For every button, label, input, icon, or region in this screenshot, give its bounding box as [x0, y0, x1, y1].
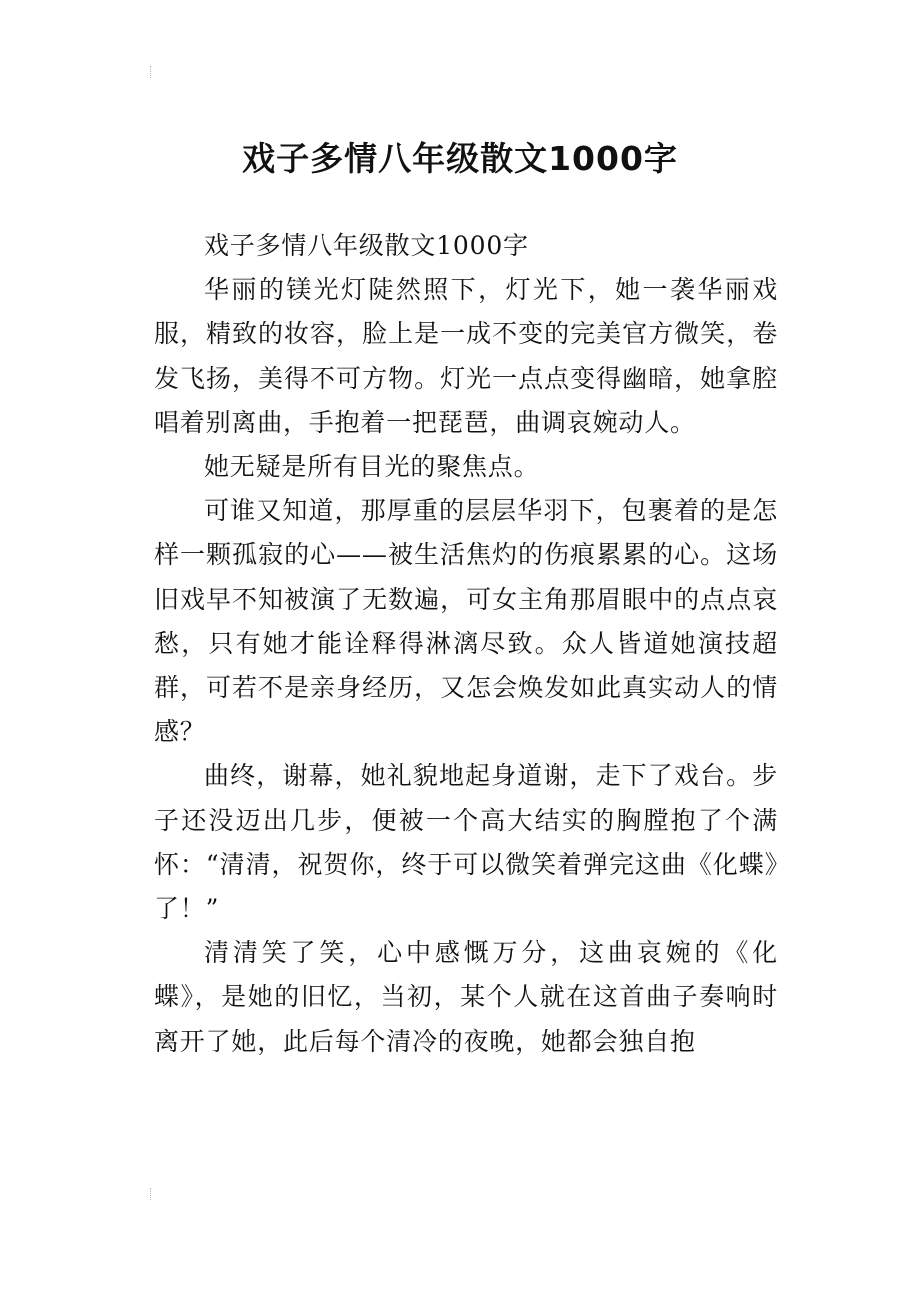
paragraph: 可谁又知道，那厚重的层层华羽下，包裹着的是怎样一颗孤寂的心——被生活焦灼的伤痕累累的心。这场旧戏早不知被演了无数遍，可女主角那眉眼中的点点哀愁，只有她才能诠释得淋漓尽致。众人皆道她演技超群，可若不是亲身经历，又怎会焕发如此真实动人的情感？ [154, 496, 778, 747]
paragraph: 曲终，谢幕，她礼貌地起身道谢，走下了戏台。步子还没迈出几步，便被一个高大结实的胸膛抱了个满怀：“清清，祝贺你，终于可以微笑着弹完这曲《化蝶》了！” [154, 761, 778, 924]
page-corner-mark-top [150, 66, 157, 78]
document-title: 戏子多情八年级散文1000字 [242, 139, 678, 179]
document-body [154, 224, 778, 1064]
page-corner-mark-bottom [150, 1188, 157, 1200]
paragraph: 清清笑了笑，心中感慨万分，这曲哀婉的《化蝶》，是她的旧忆，当初，某个人就在这首曲子奏响时离开了她，此后每个清冷的夜晚，她都会独自抱 [154, 938, 778, 1056]
paragraph-subtitle: 戏子多情八年级散文1000字 [204, 231, 529, 260]
paragraph: 她无疑是所有目光的聚焦点。 [204, 452, 540, 482]
paragraph: 华丽的镁光灯陡然照下，灯光下，她一袭华丽戏服，精致的妆容，脸上是一成不变的完美官方微笑，卷发飞扬，美得不可方物。灯光一点点变得幽暗，她拿腔唱着别离曲，手抱着一把琵琶，曲调哀婉动人。 [154, 275, 778, 437]
